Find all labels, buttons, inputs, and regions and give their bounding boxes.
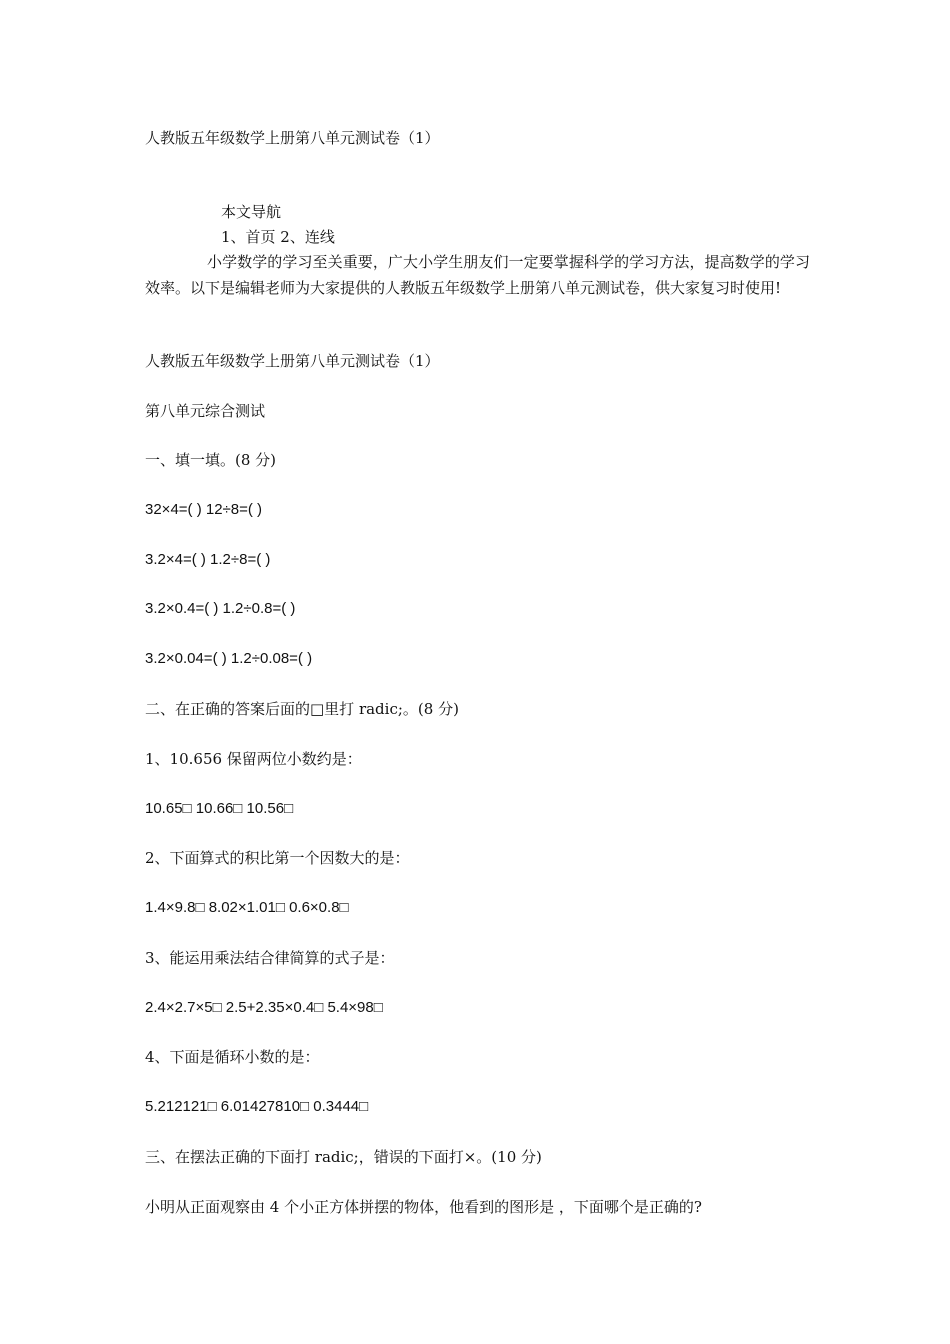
section1-item-3: 3.2×0.4=( ) 1.2÷0.8=( ) xyxy=(145,600,296,617)
nav-links[interactable]: 1、首页 2、连线 xyxy=(221,228,335,246)
test-name: 第八单元综合测试 xyxy=(145,402,266,420)
section1-title: 一、填一填。(8 分) xyxy=(145,451,277,469)
question-1-options: 10.65□ 10.66□ 10.56□ xyxy=(145,800,294,817)
question-3-options: 2.4×2.7×5□ 2.5+2.35×0.4□ 5.4×98□ xyxy=(145,999,383,1016)
section1-item-2: 3.2×4=( ) 1.2÷8=( ) xyxy=(145,551,271,568)
section2-title: 二、在正确的答案后面的□里打 radic;。(8 分) xyxy=(145,700,459,718)
document-title-repeat: 人教版五年级数学上册第八单元测试卷（1） xyxy=(145,352,440,370)
question-1: 1、10.656 保留两位小数约是： xyxy=(145,750,362,768)
question-2-options: 1.4×9.8□ 8.02×1.01□ 0.6×0.8□ xyxy=(145,899,349,916)
intro-paragraph: 小学数学的学习至关重要，广大小学生朋友们一定要掌握科学的学习方法，提高数学的学习效率。以下是编辑老师为大家提供的人教版五年级数学上册第八单元测试卷，供大家复习时使用! xyxy=(145,253,810,297)
document-title: 人教版五年级数学上册第八单元测试卷（1） xyxy=(145,129,440,147)
section1-item-1: 32×4=( ) 12÷8=( ) xyxy=(145,501,263,518)
section3-question: 小明从正面观察由 4 个小正方体拼摆的物体，他看到的图形是 ，下面哪个是正确的? xyxy=(145,1198,702,1216)
question-4: 4、下面是循环小数的是： xyxy=(145,1048,320,1066)
section3-title: 三、在摆法正确的下面打 radic;，错误的下面打×。(10 分) xyxy=(145,1148,542,1166)
question-2: 2、下面算式的积比第一个因数大的是： xyxy=(145,849,410,867)
question-3: 3、能运用乘法结合律简算的式子是： xyxy=(145,949,395,967)
section1-item-4: 3.2×0.04=( ) 1.2÷0.08=( ) xyxy=(145,650,313,667)
nav-heading: 本文导航 xyxy=(221,203,282,221)
question-4-options: 5.212121□ 6.01427810□ 0.3444□ xyxy=(145,1098,369,1115)
